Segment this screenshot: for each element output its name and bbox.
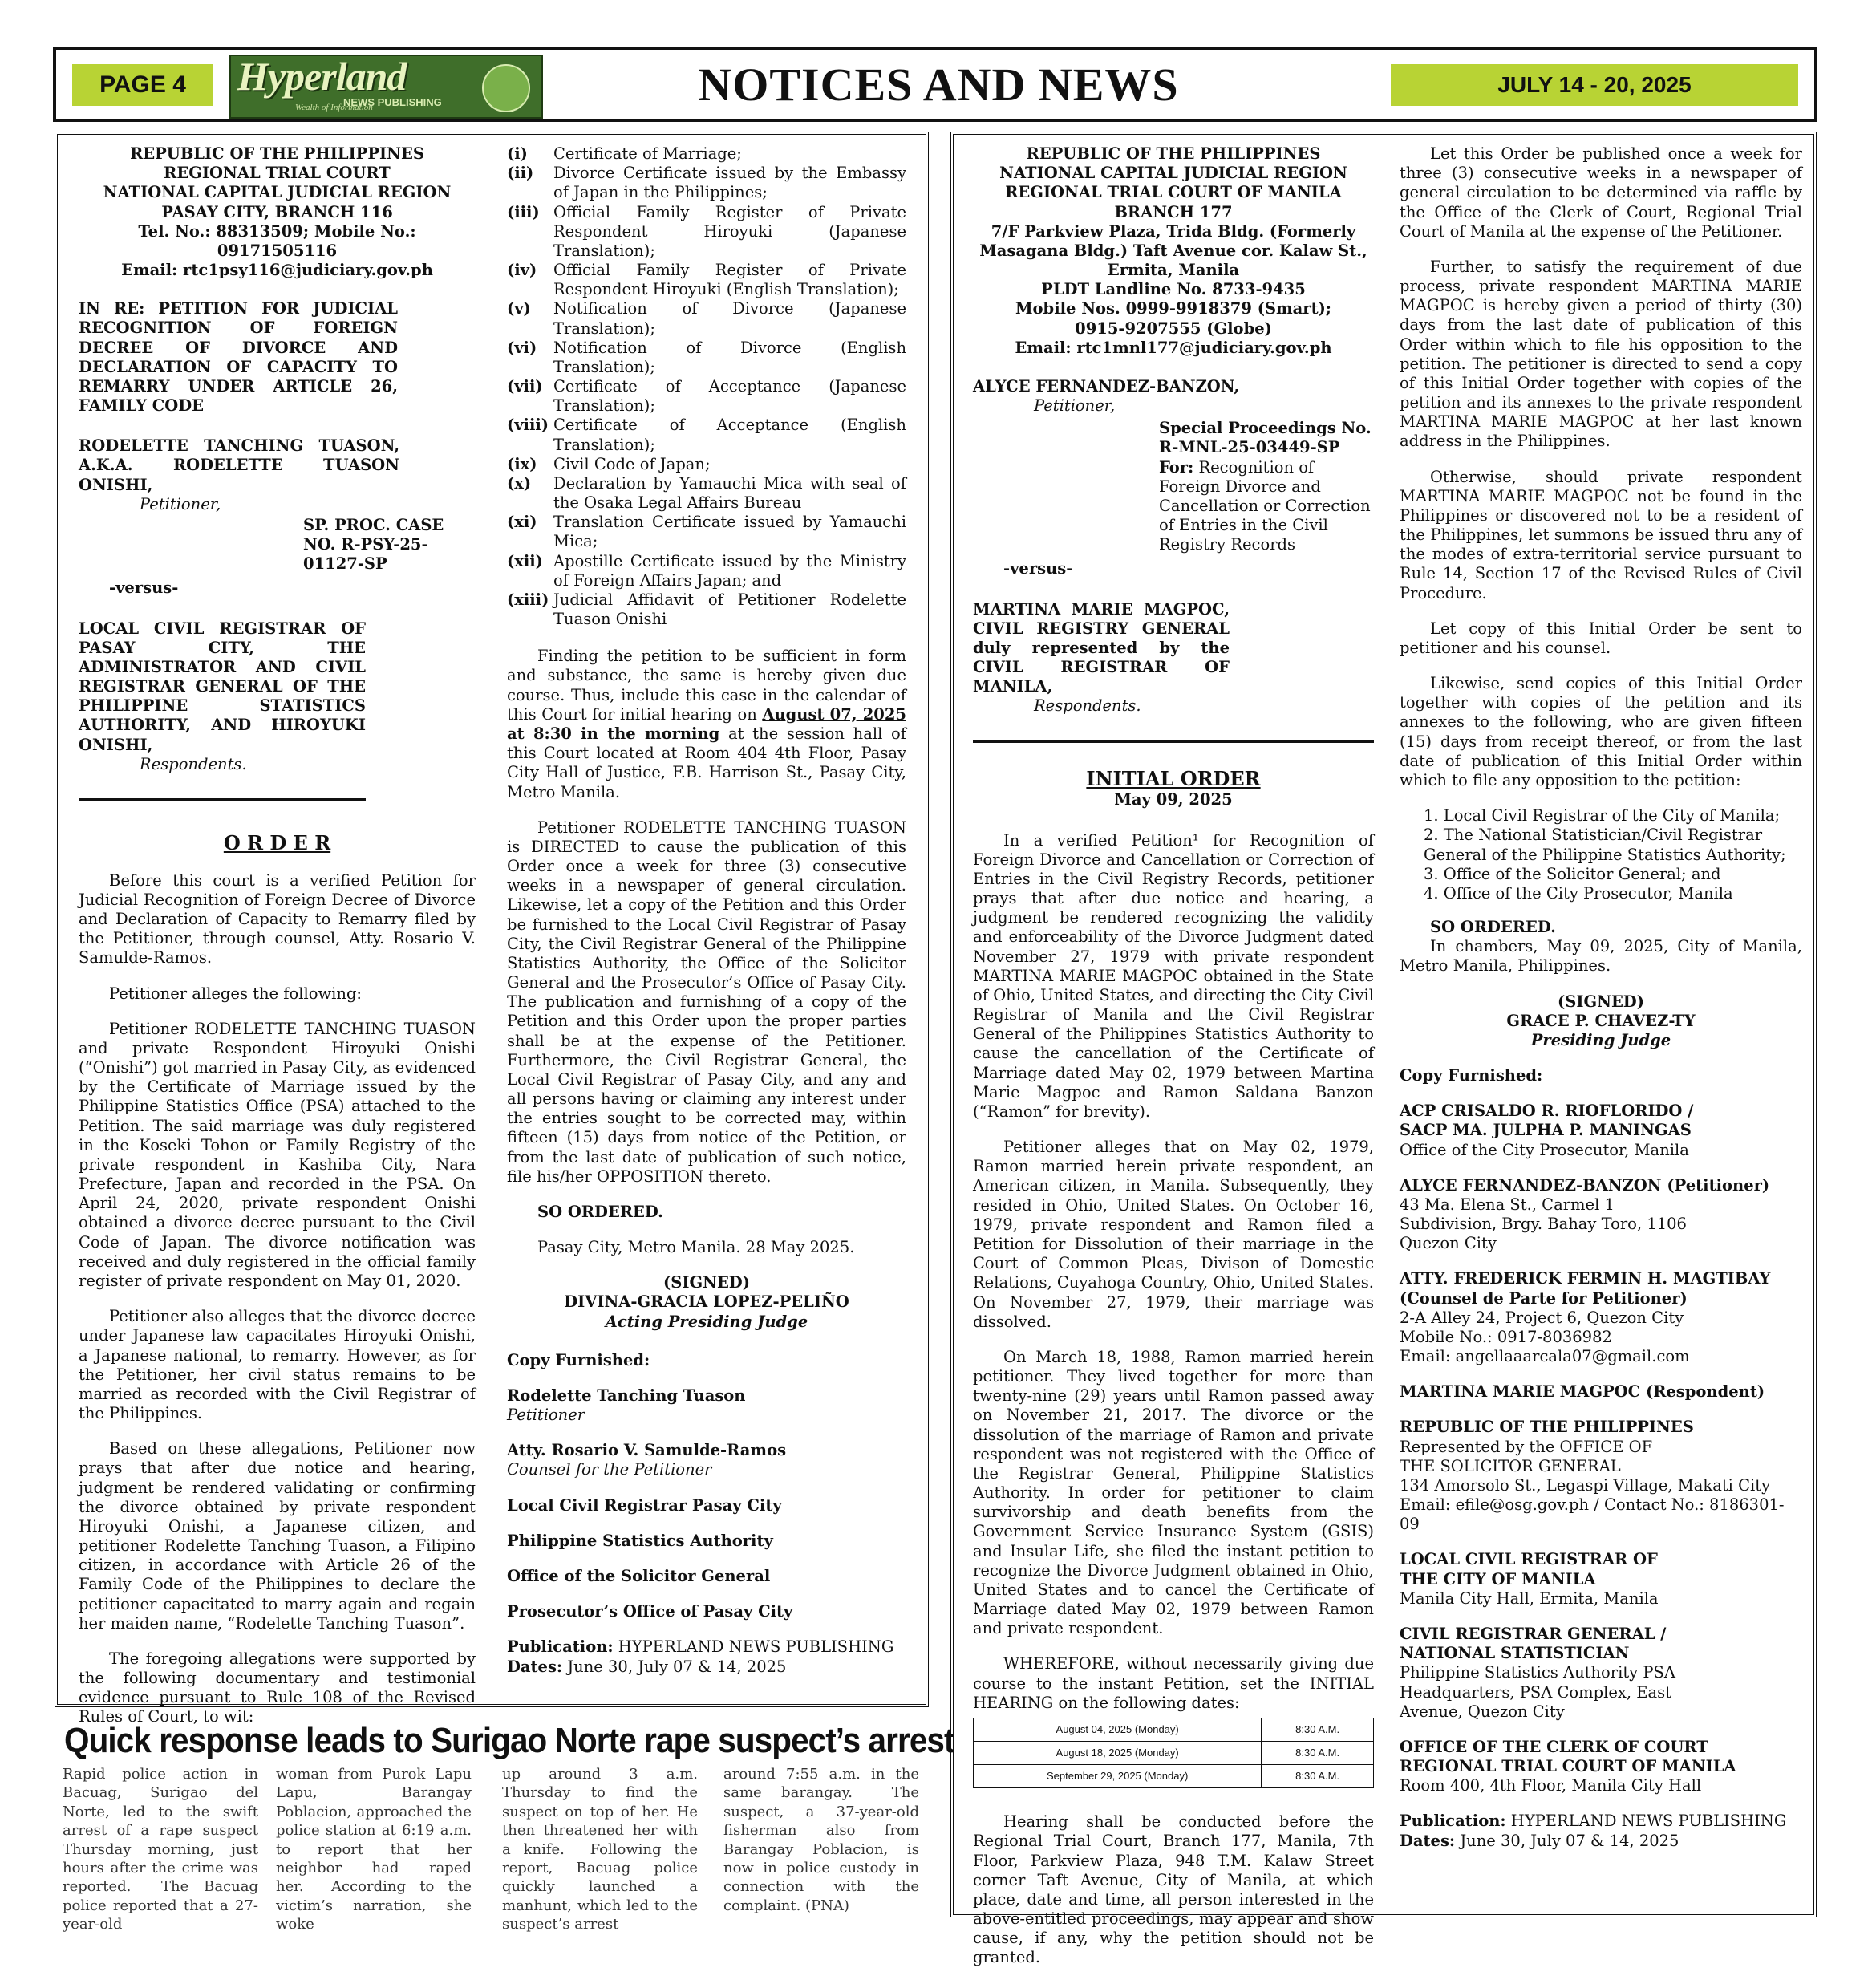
respondents-names: MARTINA MARIE MAGPOC, CIVIL REGISTRY GENERAL duly represented by the CIVIL REGISTRAR OF MANILA, — [973, 599, 1230, 696]
so-ordered: SO ORDERED. — [1430, 918, 1556, 937]
globe-icon — [482, 64, 530, 112]
page-number-badge: PAGE 4 — [72, 64, 213, 106]
recipient-name: Philippine Statistics Authority — [507, 1531, 773, 1550]
judge-title: Acting Presiding Judge — [605, 1312, 808, 1331]
recipient-name: REPUBLIC OF THE PHILIPPINES — [1400, 1418, 1694, 1437]
recipient-name: OFFICE OF THE CLERK OF COURT REGIONAL TRIAL COURT OF MANILA — [1400, 1737, 1736, 1776]
list-item-number: (ix) — [507, 454, 537, 473]
order-paragraph: Otherwise, should private respondent MARTINA MARIE MAGPOC not be found in the Philippines or discovered not to be a resident of the Philippines, let summons be issued thru any of the modes of extra-territorial service pursuant to Rule 14, Section 17 of the Revised Rules of Civil Procedure. — [1400, 467, 1802, 603]
list-item: 2. The National Statistician/Civil Registrar General of the Philippine Statistics Authority; — [1424, 826, 1786, 864]
hearing-schedule-table — [973, 1718, 1374, 1788]
chambers-line: In chambers, May 09, 2025, City of Manila, Metro Manila, Philippines. — [1400, 937, 1802, 976]
recipients-block — [1400, 1102, 1802, 1851]
recipient-role: Petitioner — [507, 1406, 585, 1425]
recipient-name: ALYCE FERNANDEZ-BANZON (Petitioner) — [1400, 1175, 1770, 1195]
logo-tagline: Wealth of Information — [295, 103, 373, 112]
order-paragraph: WHEREFORE, without necessarily giving due course to the instant Petition, set the INITIAL HEARING on the following dates: — [973, 1654, 1374, 1712]
list-item-number: (iv) — [507, 261, 537, 280]
order-paragraph: In a verified Petition¹ for Recognition of Foreign Divorce and Cancellation or Correction of Entries in the Civil Registry Records, petitioner prays that after due notice and hearing, a judgment be rendered recognizing the validity and enforceability of the Divorce Judgment dated November 27, 1979 with private respondent MARTINA MARIE MAGPOC obtained in the State of Ohio, United States, and directing the City Civil Registrar of Manila and the Civil Registrar General of the Philippines Statistics Authority to cause the cancellation of the Certificate of Marriage dated May 02, 1979 between Martina Marie Magpoc and Ramon Saldana Banzon (“Ramon” for brevity). — [973, 830, 1374, 1121]
list-item: 3. Office of the Solicitor General; and — [1424, 864, 1721, 883]
signed-label: (SIGNED) — [1558, 992, 1644, 1011]
recipient-rep: Represented by the OFFICE OF THE SOLICITOR GENERAL — [1400, 1437, 1653, 1475]
news-column: woman from Purok Lapu Lapu, Barangay Poblacion, approached the police station at 6:19 a.m. to report that her neighbor had raped her. According to the victim’s narration, she woke — [276, 1766, 472, 1933]
section-title: NOTICES AND NEWS — [698, 59, 1179, 111]
petitioner-role: Petitioner, — [1034, 396, 1116, 416]
list-item-number: (iii) — [507, 202, 540, 221]
case-caption: IN RE: PETITION FOR JUDICIAL RECOGNITION OF FOREIGN DECREE OF DIVORCE AND DECLARATION OF CAPACITY TO REMARRY UNDER ARTICLE 26, FAMILY CODE — [79, 299, 398, 416]
judge-name: GRACE P. CHAVEZ-TY — [1506, 1011, 1696, 1030]
court-heading: REPUBLIC OF THE PHILIPPINES NATIONAL CAPITAL JUDICIAL REGION REGIONAL TRIAL COURT OF MANILA BRANCH 177 7/F Parkview Plaza, Trida Bldg. (Formerly Masagana Bldg.) Taft Avenue cor. Kalaw St., Ermita, Manila PLDT Landline No. 8733-9435 Mobile Nos. 0999-9918379 (Smart); 0915-9207555 (Globe) Email: rtc1mnl177@judiciary.gov.ph — [979, 144, 1367, 357]
judge-name: DIVINA-GRACIA LOPEZ-PELIÑO — [564, 1292, 849, 1312]
list-item-number: (xii) — [507, 551, 543, 570]
recipient-address: 43 Ma. Elena St., Carmel 1 Subdivision, Brgy. Bahay Toro, 1106 Quezon City — [1400, 1195, 1687, 1253]
recipient-name: ATTY. FREDERICK FERMIN H. MAGTIBAY — [1400, 1269, 1771, 1288]
order-paragraph: Petitioner alleges the following: — [109, 984, 362, 1003]
recipient-address: Manila City Hall, Ermita, Manila — [1400, 1588, 1659, 1608]
recipient-role: Counsel for the Petitioner — [507, 1460, 712, 1479]
recipient-name: ACP CRISALDO R. RIOFLORIDO / SACP MA. JULPHA P. MANINGAS — [1400, 1102, 1694, 1140]
recipient-address: Room 400, 4th Floor, Manila City Hall — [1400, 1776, 1702, 1795]
order-paragraph: Petitioner RODELETTE TANCHING TUASON and private Respondent Hiroyuki Onishi (“Onishi”) got married in Pasay City, as evidenced by the Certificate of Marriage issued by the Philippine Statistics Office (PSA) attached to the Petition. The said marriage was duly registered in the Koseki Tohon or Family Registry of the private respondent in Kashiba City, Nara Prefecture, Japan and recorded in the PSA. On April 24, 2020, private respondent Onishi obtained a divorce decree pursuant to the Civil Code of Japan. The divorce notification was received and duly registered in the official family register of private respondent on May 01, 2020. — [79, 1019, 476, 1290]
respondents-role: Respondents. — [1034, 696, 1141, 716]
list-item-number: (xi) — [507, 513, 537, 532]
table-row: September 29, 2025 (Monday) 8:30 A.M. — [974, 1765, 1374, 1788]
list-item: Notification of Divorce (Japanese Translation); — [553, 299, 906, 338]
list-item: Notification of Divorce (English Translation); — [553, 338, 906, 376]
recipient-name: Atty. Rosario V. Samulde-Ramos — [507, 1441, 787, 1460]
order-paragraph: Finding the petition to be sufficient in form and substance, the same is hereby given due course. Thus, include this case in the calendar of this Court for initial hearing on August 07, 2025 at 8:30 in the morning at the session hall of this Court located at Room 404 4th Floor, Pasay City Hall of Justice, F.B. Harrison St., Pasay City, Metro Manila. — [507, 647, 906, 801]
list-item-number: (i) — [507, 144, 528, 163]
order-title: INITIAL ORDER — [1086, 766, 1261, 790]
versus-label: -versus- — [1003, 559, 1073, 578]
list-item-number: (vii) — [507, 377, 543, 396]
notice2-col1 — [973, 144, 1374, 1984]
respondents-role: Respondents. — [140, 754, 247, 773]
list-item: Certificate of Marriage; — [553, 144, 742, 163]
recipient-name: MARTINA MARIE MAGPOC (Respondent) — [1400, 1382, 1765, 1402]
recipient-list — [1400, 806, 1802, 903]
case-number: SP. PROC. CASE NO. R-PSY-25-01127-SP — [303, 515, 444, 574]
order-paragraph: Let copy of this Initial Order be sent to petitioner and his counsel. — [1400, 619, 1802, 657]
list-item: Divorce Certificate issued by the Embassy of Japan in the Philippines; — [553, 164, 906, 202]
so-ordered: SO ORDERED. — [537, 1202, 663, 1221]
list-item: 4. Office of the City Prosecutor, Manila — [1424, 883, 1733, 903]
order-paragraph: Hearing shall be conducted before the Regional Trial Court, Branch 177, Manila, 7th Floor, Parkview Plaza, 948 T.M. Kalaw Street corner Taft Avenue, City of Manila, at which place, date and time, all person interested in the above-entitled proceedings, may appear and show cause, if any, why the petition should not be granted. — [973, 1812, 1374, 1967]
copy-furnished-label: Copy Furnished: — [507, 1350, 650, 1369]
issue-date-badge: JULY 14 - 20, 2025 — [1391, 64, 1798, 106]
order-date: May 09, 2025 — [1114, 790, 1233, 809]
dates-line: Dates: June 30, July 07 & 14, 2025 — [1400, 1831, 1679, 1850]
order-paragraph: The foregoing allegations were supported by the following documentary and testimonial evidence pursuant to Rule 108 of the Revised Rules of Court, to wit: — [79, 1649, 476, 1726]
order-paragraph: Further, to satisfy the requirement of due process, private respondent MARTINA MARIE MAGPOC is hereby given a period of thirty (30) days from the last date of publication of this Order within which to file his opposition to the petition. The petitioner is directed to send a copy of this Initial Order together with copies of the petition and its annexes to the private respondent MARTINA MARIE MAGPOC at her last known address in the Philippines. — [1400, 257, 1802, 451]
recipient-address: 134 Amorsolo St., Legaspi Village, Makati City — [1400, 1475, 1771, 1495]
order-paragraph: Before this court is a verified Petition for Judicial Recognition of Foreign Decree of Divorce and Declaration of Capacity to Remarry filed by the Petitioner, through counsel, Atty. Rosario V. Samulde-Ramos. — [79, 870, 476, 968]
recipient-name: Rodelette Tanching Tuason — [507, 1386, 746, 1405]
signed-label: (SIGNED) — [663, 1273, 750, 1292]
list-item: Civil Code of Japan; — [553, 454, 711, 473]
list-item: Declaration by Yamauchi Mica with seal of the Osaka Legal Affairs Bureau — [553, 473, 906, 513]
place-date: Pasay City, Metro Manila. 28 May 2025. — [537, 1238, 855, 1257]
logo-wordmark: Hyperland — [237, 55, 407, 99]
list-item: Certificate of Acceptance (Japanese Translation); — [553, 377, 906, 416]
news-headline: Quick response leads to Surigao Norte rape suspect’s arrest — [64, 1721, 954, 1760]
case-purpose: For: Recognition of Foreign Divorce and Cancellation or Correction of Entries in the Civil Registry Records — [1159, 457, 1371, 554]
list-item: 1. Local Civil Registrar of the City of Manila; — [1424, 806, 1781, 826]
news-column: around 7:55 a.m. in the same barangay. The suspect, a 37-year-old fisherman also from Barangay Poblacion, is now in police custody in connection with the complaint. (PNA) — [723, 1766, 919, 1914]
recipient-name: LOCAL CIVIL REGISTRAR OF THE CITY OF MANILA — [1400, 1550, 1658, 1588]
list-item: Judicial Affidavit of Petitioner Rodelette Tuason Onishi — [553, 590, 906, 629]
order-paragraph: Likewise, send copies of this Initial Order together with copies of the petition and its annexes to the following, who are given fifteen (15) days from receipt thereof, or from the last date of publication of this Initial Order within which to file any opposition to the petition: — [1400, 674, 1802, 789]
petitioner-name: RODELETTE TANCHING TUASON, A.K.A. RODELETTE TUASON ONISHI, — [79, 436, 399, 494]
masthead — [53, 47, 1817, 122]
hearing-date: August 07, 2025 at 8:30 in the morning — [507, 704, 906, 743]
recipient-address: Philippine Statistics Authority PSA Headquarters, PSA Complex, East Avenue, Quezon City — [1400, 1663, 1675, 1721]
case-details — [1159, 419, 1372, 554]
copy-furnished-label: Copy Furnished: — [1400, 1066, 1543, 1085]
notice1-col1 — [79, 144, 476, 1743]
notice1-col2 — [507, 144, 906, 1677]
court-heading: REPUBLIC OF THE PHILIPPINES REGIONAL TRIAL COURT NATIONAL CAPITAL JUDICIAL REGION PASAY CITY, BRANCH 116 Tel. No.: 88313509; Mobile No.: 09171505116 Email: rtc1psy116@judiciary.gov.ph — [103, 144, 452, 280]
order-title: O R D E R — [223, 830, 331, 854]
divider — [79, 798, 366, 801]
divider — [973, 740, 1374, 743]
recipient-email: Email: efile@osg.gov.ph / Contact No.: 8186301-09 — [1400, 1495, 1785, 1534]
order-paragraph: Based on these allegations, Petitioner now prays that after due notice and hearing, judgment be rendered validating or confirming the divorce obtained by private respondent Hiroyuki Onishi, a Japanese citizen, and petitioner Rodelette Tanching Tuason, a Filipino citizen, in accordance with Article 26 of the Family Code of the Philippines to declare the petitioner capacitated to marry again and regain her maiden name, “Rodelette Tanching Tuason”. — [79, 1439, 476, 1633]
table-row: August 18, 2025 (Monday) 8:30 A.M. — [974, 1742, 1374, 1765]
hyperland-logo — [229, 55, 543, 119]
news-column: Rapid police action in Bacuag, Surigao del Norte, led to the swift arrest of a rape suspect Thursday morning, just hours after the crime was reported. The Bacuag police reported that a 27-year-old — [63, 1766, 258, 1933]
list-item-number: (x) — [507, 473, 532, 493]
list-item-number: (v) — [507, 299, 531, 318]
list-item: Official Family Register of Private Respondent Hiroyuki (Japanese Translation); — [553, 202, 906, 260]
judge-title: Presiding Judge — [1530, 1030, 1671, 1049]
order-paragraph: Petitioner also alleges that the divorce decree under Japanese law capacitates Hiroyuki Onishi, a Japanese national, to remarry. However, as for the Petitioner, her civil status remains to be married as recorded with the Civil Registrar of the Philippines. — [79, 1307, 476, 1423]
recipient-name: Office of the Solicitor General — [507, 1567, 771, 1585]
recipient-name: CIVIL REGISTRAR GENERAL / NATIONAL STATISTICIAN — [1400, 1625, 1667, 1663]
list-item-number: (ii) — [507, 164, 534, 183]
order-paragraph: Petitioner alleges that on May 02, 1979, Ramon married herein private respondent, an American citizen, in Manila. Subsequently, they resided in Ohio, United States. On October 16, 1979, private respondent and Ramon filed a Petition for Dissolution of their marriage in the Court of Common Pleas, Divison of Domestic Relations, Cuyahoga Country, Ohio, United States. On November 27, 1979, their marriage was dissolved. — [973, 1138, 1374, 1331]
case-number: Special Proceedings No. R-MNL-25-03449-SP — [1159, 419, 1372, 457]
dates-line: Dates: June 30, July 07 & 14, 2025 — [507, 1657, 787, 1676]
notice2-col2 — [1400, 144, 1802, 1851]
list-item: Apostille Certificate issued by the Ministry of Foreign Affairs Japan; and — [553, 551, 906, 590]
recipient-mobile: Mobile No.: 0917-8036982 — [1400, 1327, 1612, 1346]
news-column: up around 3 a.m. Thursday to find the suspect on top of her. He then threatened her with a knife. Following the report, Bacuag police quickly launched a manhunt, which led to the suspect’s arrest — [502, 1766, 698, 1933]
versus-label: -versus- — [109, 578, 179, 598]
list-item-number: (xiii) — [507, 590, 549, 609]
order-paragraph: Let this Order be published once a week for three (3) consecutive weeks in a newspaper of general circulation to be determined via raffle by the Office of the Clerk of Court, Regional Trial Court of Manila at the expense of the Petitioner. — [1400, 144, 1802, 241]
recipient-name: Prosecutor’s Office of Pasay City — [507, 1602, 793, 1621]
evidence-list — [507, 144, 906, 629]
publication-line: Publication: HYPERLAND NEWS PUBLISHING — [507, 1637, 894, 1657]
list-item: Certificate of Acceptance (English Translation); — [553, 416, 906, 454]
petitioner-name: ALYCE FERNANDEZ-BANZON, — [973, 376, 1240, 396]
list-item: Official Family Register of Private Respondent Hiroyuki (English Translation); — [553, 261, 906, 299]
recipient-name: Local Civil Registrar Pasay City — [507, 1495, 782, 1515]
recipient-role: (Counsel de Parte for Petitioner) — [1400, 1288, 1688, 1308]
table-row: August 04, 2025 (Monday) 8:30 A.M. — [974, 1718, 1374, 1741]
publication-line: Publication: HYPERLAND NEWS PUBLISHING — [1400, 1812, 1787, 1831]
recipient-address: 2-A Alley 24, Project 6, Quezon City — [1400, 1308, 1684, 1327]
respondents-names: LOCAL CIVIL REGISTRAR OF PASAY CITY, THE ADMINISTRATOR AND CIVIL REGISTRAR GENERAL OF THE PHILIPPINE STATISTICS AUTHORITY, AND HIROYUKI ONISHI, — [79, 619, 366, 754]
order-paragraph: On March 18, 1988, Ramon married herein petitioner. They lived together for more than twenty-nine (29) years until Ramon passed away on November 21, 2017. The divorce or the dissolution of the marriage of Ramon and private respondent was not registered with the Office of the Registrar General, Philippine Statistics Authority. In order for petitioner to claim survivorship and death benefits from the Government Service Insurance System (GSIS) and Insular Life, she filed the instant petition to recognize the Divorce Judgment obtained in Ohio, United States and to cancel the Certificate of Marriage dated May 02, 1979 between Ramon and private respondent. — [973, 1347, 1374, 1638]
list-item-number: (vi) — [507, 338, 537, 357]
order-paragraph: Petitioner RODELETTE TANCHING TUASON is DIRECTED to cause the publication of this Order once a week for three (3) consecutive weeks in a newspaper of general circulation. Likewise, let a copy of the Petition and this Order be furnished to the Local Civil Registrar of Pasay City, the Civil Registrar General of the Philippine Statistics Authority, the Office of the Solicitor General and the Prosecutor’s Office of Pasay City. The publication and furnishing of a copy of the Petition and this Order upon the proper parties shall be at the expense of the Petitioner. Furthermore, the Civil Registrar General, the Local Civil Registrar of Pasay City, and any and all persons having or claiming any interest under the entries sought to be corrected may, within fifteen (15) days from notice of the Petition, or from the last date of publication of such notice, file his/her OPPOSITION thereto. — [507, 818, 906, 1186]
logo-subtitle: NEWS PUBLISHING — [343, 96, 442, 108]
list-item-number: (viii) — [507, 416, 549, 435]
petitioner-role: Petitioner, — [140, 494, 221, 513]
recipient-address: Office of the City Prosecutor, Manila — [1400, 1140, 1689, 1159]
recipient-email: Email: angellaaarcala07@gmail.com — [1400, 1347, 1690, 1366]
list-item: Translation Certificate issued by Yamauchi Mica; — [553, 513, 906, 551]
